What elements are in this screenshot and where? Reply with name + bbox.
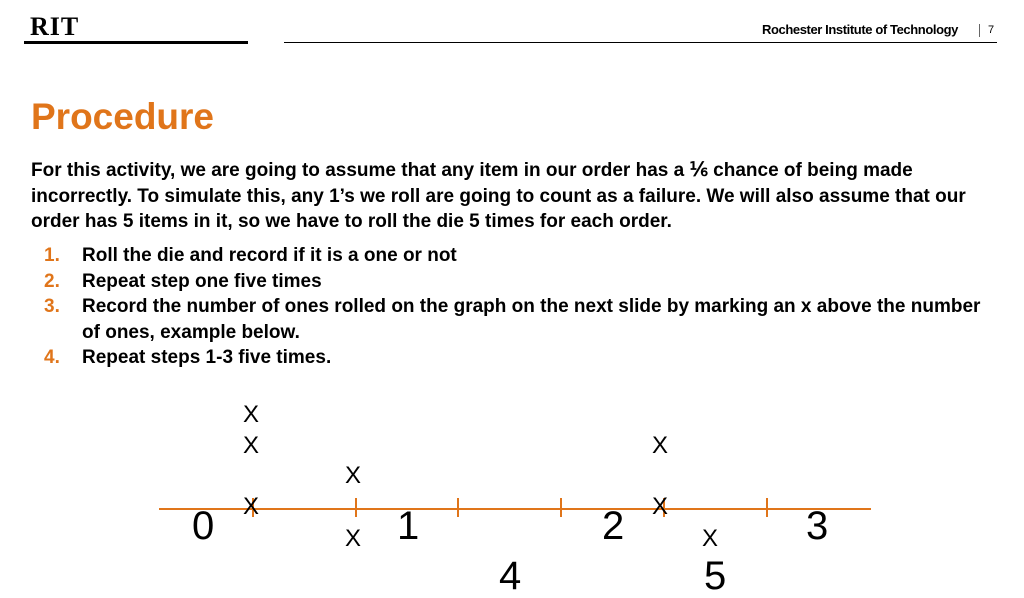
- intro-paragraph: For this activity, we are going to assume that any item in our order has a ⅙ chance of being made incorrectly. To simulate this, any 1’s we roll are going to count as a failure. We will also assume that our order has 5 items in it, so we have to roll the die 5 times for each order.: [31, 160, 966, 232]
- step-text: Repeat step one five times: [82, 270, 322, 292]
- tick-label-0: 0: [192, 504, 215, 548]
- step-number: 2.: [44, 270, 60, 292]
- x-mark: X: [652, 493, 669, 520]
- step-item: [31, 345, 991, 371]
- tick-label-1: 1: [397, 504, 420, 548]
- x-mark: X: [345, 462, 362, 489]
- header-divider: [284, 42, 997, 43]
- step-text: Repeat steps 1-3 five times.: [82, 347, 332, 368]
- tick-label-3: 3: [806, 504, 829, 548]
- x-mark: X: [243, 401, 260, 428]
- tick-label-2: 2: [602, 504, 625, 548]
- page-separator: [979, 24, 980, 37]
- number-line: [159, 508, 871, 510]
- logo-underline: [24, 41, 248, 44]
- tick-label-4: 4: [499, 554, 522, 598]
- slide-title: Procedure: [31, 96, 215, 137]
- institute-name: Rochester Institute of Technology: [761, 22, 958, 37]
- x-mark: X: [243, 432, 260, 459]
- step-number: 3.: [44, 296, 60, 317]
- tick-label-5: 5: [704, 554, 727, 598]
- step-item: [31, 269, 991, 295]
- page-number: 7: [988, 24, 995, 36]
- procedure-steps: [31, 243, 991, 371]
- tick-mark: [457, 498, 459, 517]
- rit-logo: RIT: [30, 12, 80, 41]
- tick-mark: [766, 498, 768, 517]
- x-mark: X: [652, 432, 669, 459]
- step-item: [31, 243, 991, 269]
- step-number: 4.: [44, 347, 60, 368]
- step-text: Record the number of ones rolled on the graph on the next slide by marking an x above the number of ones, example below.: [82, 296, 981, 343]
- step-text: Roll the die and record if it is a one or not: [82, 245, 457, 266]
- tick-mark: [355, 498, 357, 517]
- x-mark: X: [243, 493, 260, 520]
- step-number: 1.: [44, 245, 60, 266]
- x-mark: X: [345, 525, 362, 552]
- tick-mark: [560, 498, 562, 517]
- step-item: [31, 294, 991, 345]
- x-mark: X: [702, 525, 719, 552]
